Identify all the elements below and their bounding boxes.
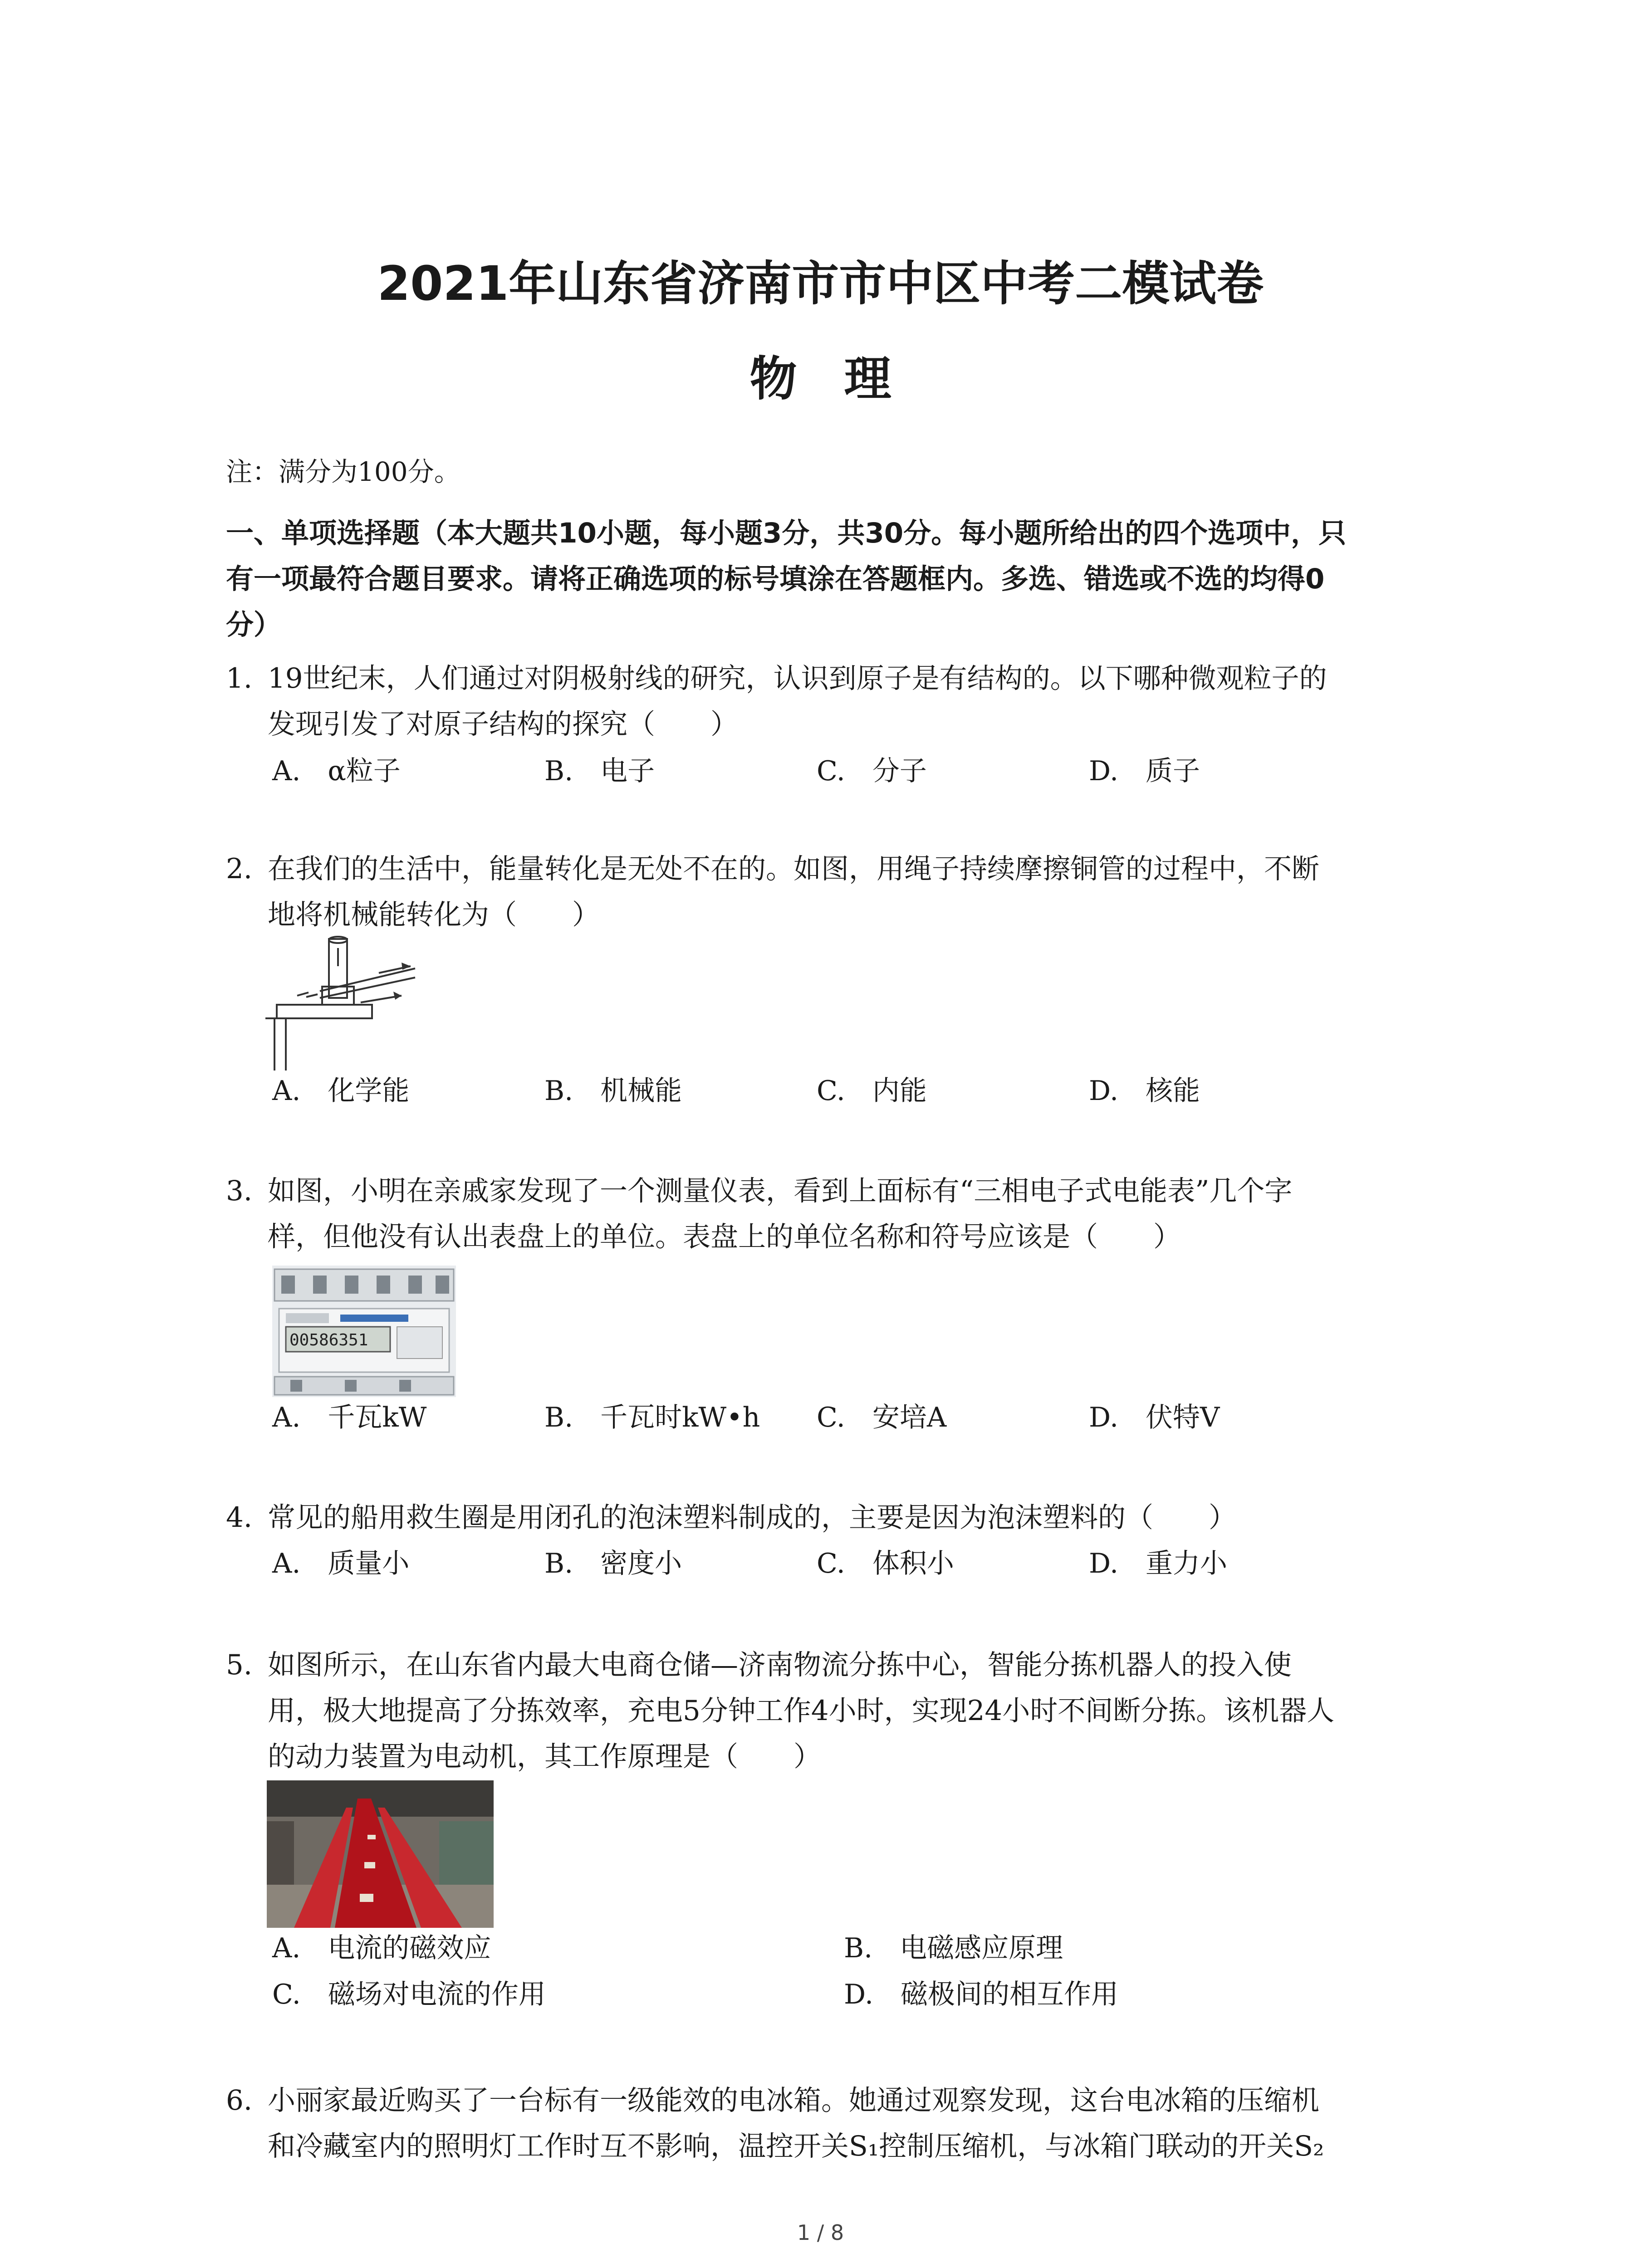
option-d[interactable]: D. 质子 [1089, 755, 1200, 787]
question-text: 如图，小明在亲戚家发现了一个测量仪表，看到上面标有“三相电子式电能表”几个字 样，但他没有认出表盘上的单位。表盘上的单位名称和符号应该是（ ） [268, 1175, 1293, 1253]
question-text: 小丽家最近购买了一台标有一级能效的电冰箱。她通过观察发现，这台电冰箱的压缩机 和冷藏室内的照明灯工作时互不影响，温控开关S₁控制压缩机，与冰箱门联动的开关S₂ [268, 2084, 1324, 2162]
option-c[interactable]: C. 体积小 [817, 1548, 954, 1579]
option-c[interactable]: C. 内能 [817, 1075, 927, 1107]
question-number: 5. [226, 1649, 253, 1681]
option-a[interactable]: A. α粒子 [272, 755, 401, 787]
page-number: 1 / 8 [797, 2220, 844, 2245]
question-text: 如图所示，在山东省内最大电商仓储—济南物流分拣中心，智能分拣机器人的投入使 用，极大地提高了分拣效率，充电5分钟工作4小时，实现24小时不间断分拣。该机器人 的动力装置为电动机，其工作原理是（ ） [268, 1649, 1335, 1773]
option-b[interactable]: B. 机械能 [544, 1075, 682, 1107]
option-a[interactable]: A. 电流的磁效应 [272, 1932, 491, 1964]
option-c[interactable]: C. 安培A [817, 1402, 947, 1433]
subject-title: 物 理 [749, 351, 892, 406]
option-d[interactable]: D. 重力小 [1089, 1548, 1228, 1579]
score-note: 注：满分为100分。 [226, 456, 460, 487]
energy-meter-drawing [272, 1266, 456, 1397]
question-number: 6. [226, 2084, 253, 2116]
option-a[interactable]: A. 质量小 [272, 1548, 410, 1579]
rope-copper-tube-figure [265, 934, 429, 1070]
option-d[interactable]: D. 核能 [1089, 1075, 1200, 1107]
question-text: 常见的船用救生圈是用闭孔的泡沫塑料制成的，主要是因为泡沫塑料的（ ） [268, 1501, 1237, 1534]
option-d[interactable]: D. 磁极间的相互作用 [844, 1979, 1119, 2010]
sorting-robots-drawing [267, 1780, 494, 1928]
meter-reading: 00586351 [289, 1331, 368, 1349]
question-text: 在我们的生活中，能量转化是无处不在的。如图，用绳子持续摩擦铜管的过程中，不断 地将机械能转化为（ ） [268, 853, 1320, 931]
energy-meter-photo [272, 1266, 456, 1397]
option-a[interactable]: A. 千瓦kW [272, 1402, 427, 1433]
question-text: 19世纪末，人们通过对阴极射线的研究，认识到原子是有结构的。以下哪种微观粒子的 发现引发了对原子结构的探究（ ） [268, 662, 1327, 740]
rope-friction-drawing [265, 934, 429, 1070]
option-d[interactable]: D. 伏特V [1089, 1402, 1220, 1433]
option-b[interactable]: B. 千瓦时kW•h [544, 1402, 760, 1433]
question-number: 4. [226, 1501, 253, 1534]
section-heading: 一、单项选择题（本大题共10小题，每小题3分，共30分。每小题所给出的四个选项中，只 有一项最符合题目要求。请将正确选项的标号填涂在答题框内。多选、错选或不选的均得0 分） [226, 517, 1347, 641]
sorting-center-photo [267, 1780, 494, 1928]
option-c[interactable]: C. 分子 [817, 755, 927, 787]
question-number: 3. [226, 1175, 253, 1207]
exam-title: 2021年山东省济南市市中区中考二模试卷 [377, 256, 1264, 311]
question-number: 2. [226, 853, 253, 885]
option-a[interactable]: A. 化学能 [272, 1075, 410, 1107]
option-b[interactable]: B. 电磁感应原理 [844, 1932, 1063, 1964]
option-b[interactable]: B. 电子 [544, 755, 655, 787]
option-c[interactable]: C. 磁场对电流的作用 [272, 1979, 546, 2010]
question-number: 1. [226, 662, 253, 694]
option-b[interactable]: B. 密度小 [544, 1548, 682, 1579]
